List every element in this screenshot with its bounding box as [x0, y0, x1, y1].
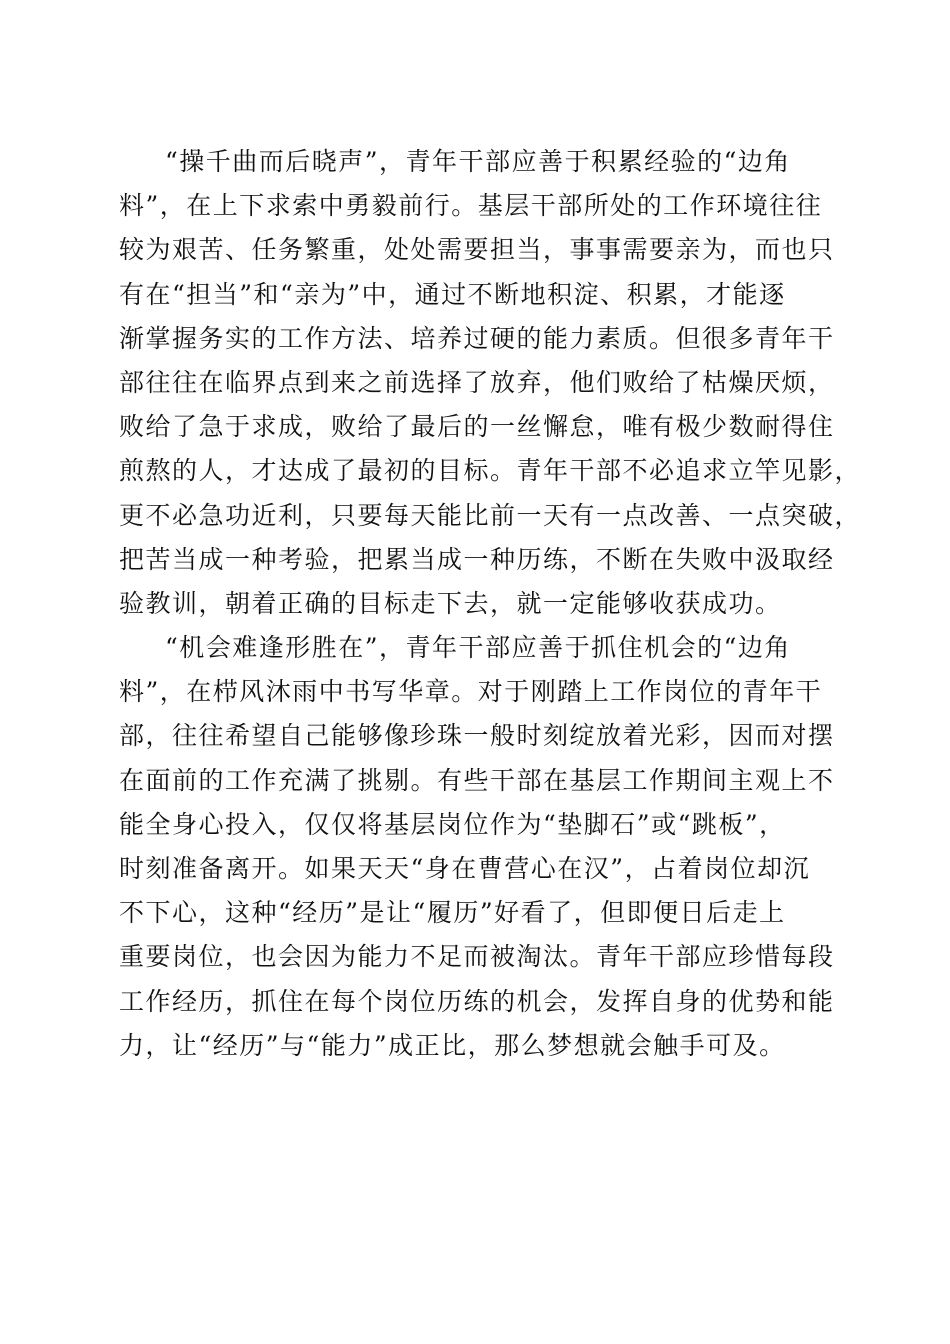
document-body: [119, 140, 862, 1068]
text-line: 有在“担当”和“亲为”中，通过不断地积淀、积累，才能逐: [119, 279, 786, 309]
text-line: 更不必急功近利，只要每天能比前一天有一点改善、一点突破，: [119, 500, 862, 530]
text-line: 较为艰苦、任务繁重，处处需要担当，事事需要亲为，而也只: [119, 235, 835, 265]
text-line: 料”，在栉风沐雨中书写华章。对于刚踏上工作岗位的青年干: [119, 677, 823, 707]
text-line: 部，往往希望自己能够像珍珠一般时刻绽放着光彩，因而对摆: [119, 721, 835, 751]
text-line: 把苦当成一种考验，把累当成一种历练，不断在失败中汲取经: [119, 544, 835, 574]
text-line: 在面前的工作充满了挑剔。有些干部在基层工作期间主观上不: [119, 765, 835, 795]
text-line: 验教训，朝着正确的目标走下去，就一定能够收获成功。: [119, 588, 782, 618]
text-line: 时刻准备离开。如果天天“身在曹营心在汉”，占着岗位却沉: [119, 854, 811, 883]
text-line: 不下心，这种“经历”是让“履历”好看了，但即便日后走上: [119, 898, 786, 928]
text-line: 煎熬的人，才达成了最初的目标。青年干部不必追求立竿见影，: [119, 456, 862, 486]
text-line: 渐掌握务实的工作方法、培养过硬的能力素质。但很多青年干: [119, 323, 835, 353]
text-line: “机会难逢形胜在”，青年干部应善于抓住机会的“边角: [165, 633, 791, 663]
paragraph-2: [119, 626, 839, 1068]
text-line: 部往往在临界点到来之前选择了放弃，他们败给了枯燥厌烦，: [119, 367, 835, 397]
text-line: 能全身心投入，仅仅将基层岗位作为“垫脚石”或“跳板”，: [119, 809, 786, 839]
text-line: 败给了急于求成，败给了最后的一丝懈怠，唯有极少数耐得住: [119, 412, 835, 442]
text-line: “操千曲而后晓声”，青年干部应善于积累经验的“边角: [165, 147, 791, 176]
text-line: 重要岗位，也会因为能力不足而被淘汰。青年干部应珍惜每段: [119, 942, 835, 972]
text-line: 力，让“经历”与“能力”成正比，那么梦想就会触手可及。: [119, 1030, 786, 1060]
paragraph-1: [119, 140, 862, 626]
text-line: 工作经历，抓住在每个岗位历练的机会，发挥自身的优势和能: [119, 986, 835, 1016]
text-line: 料”，在上下求索中勇毅前行。基层干部所处的工作环境往往: [119, 191, 823, 221]
